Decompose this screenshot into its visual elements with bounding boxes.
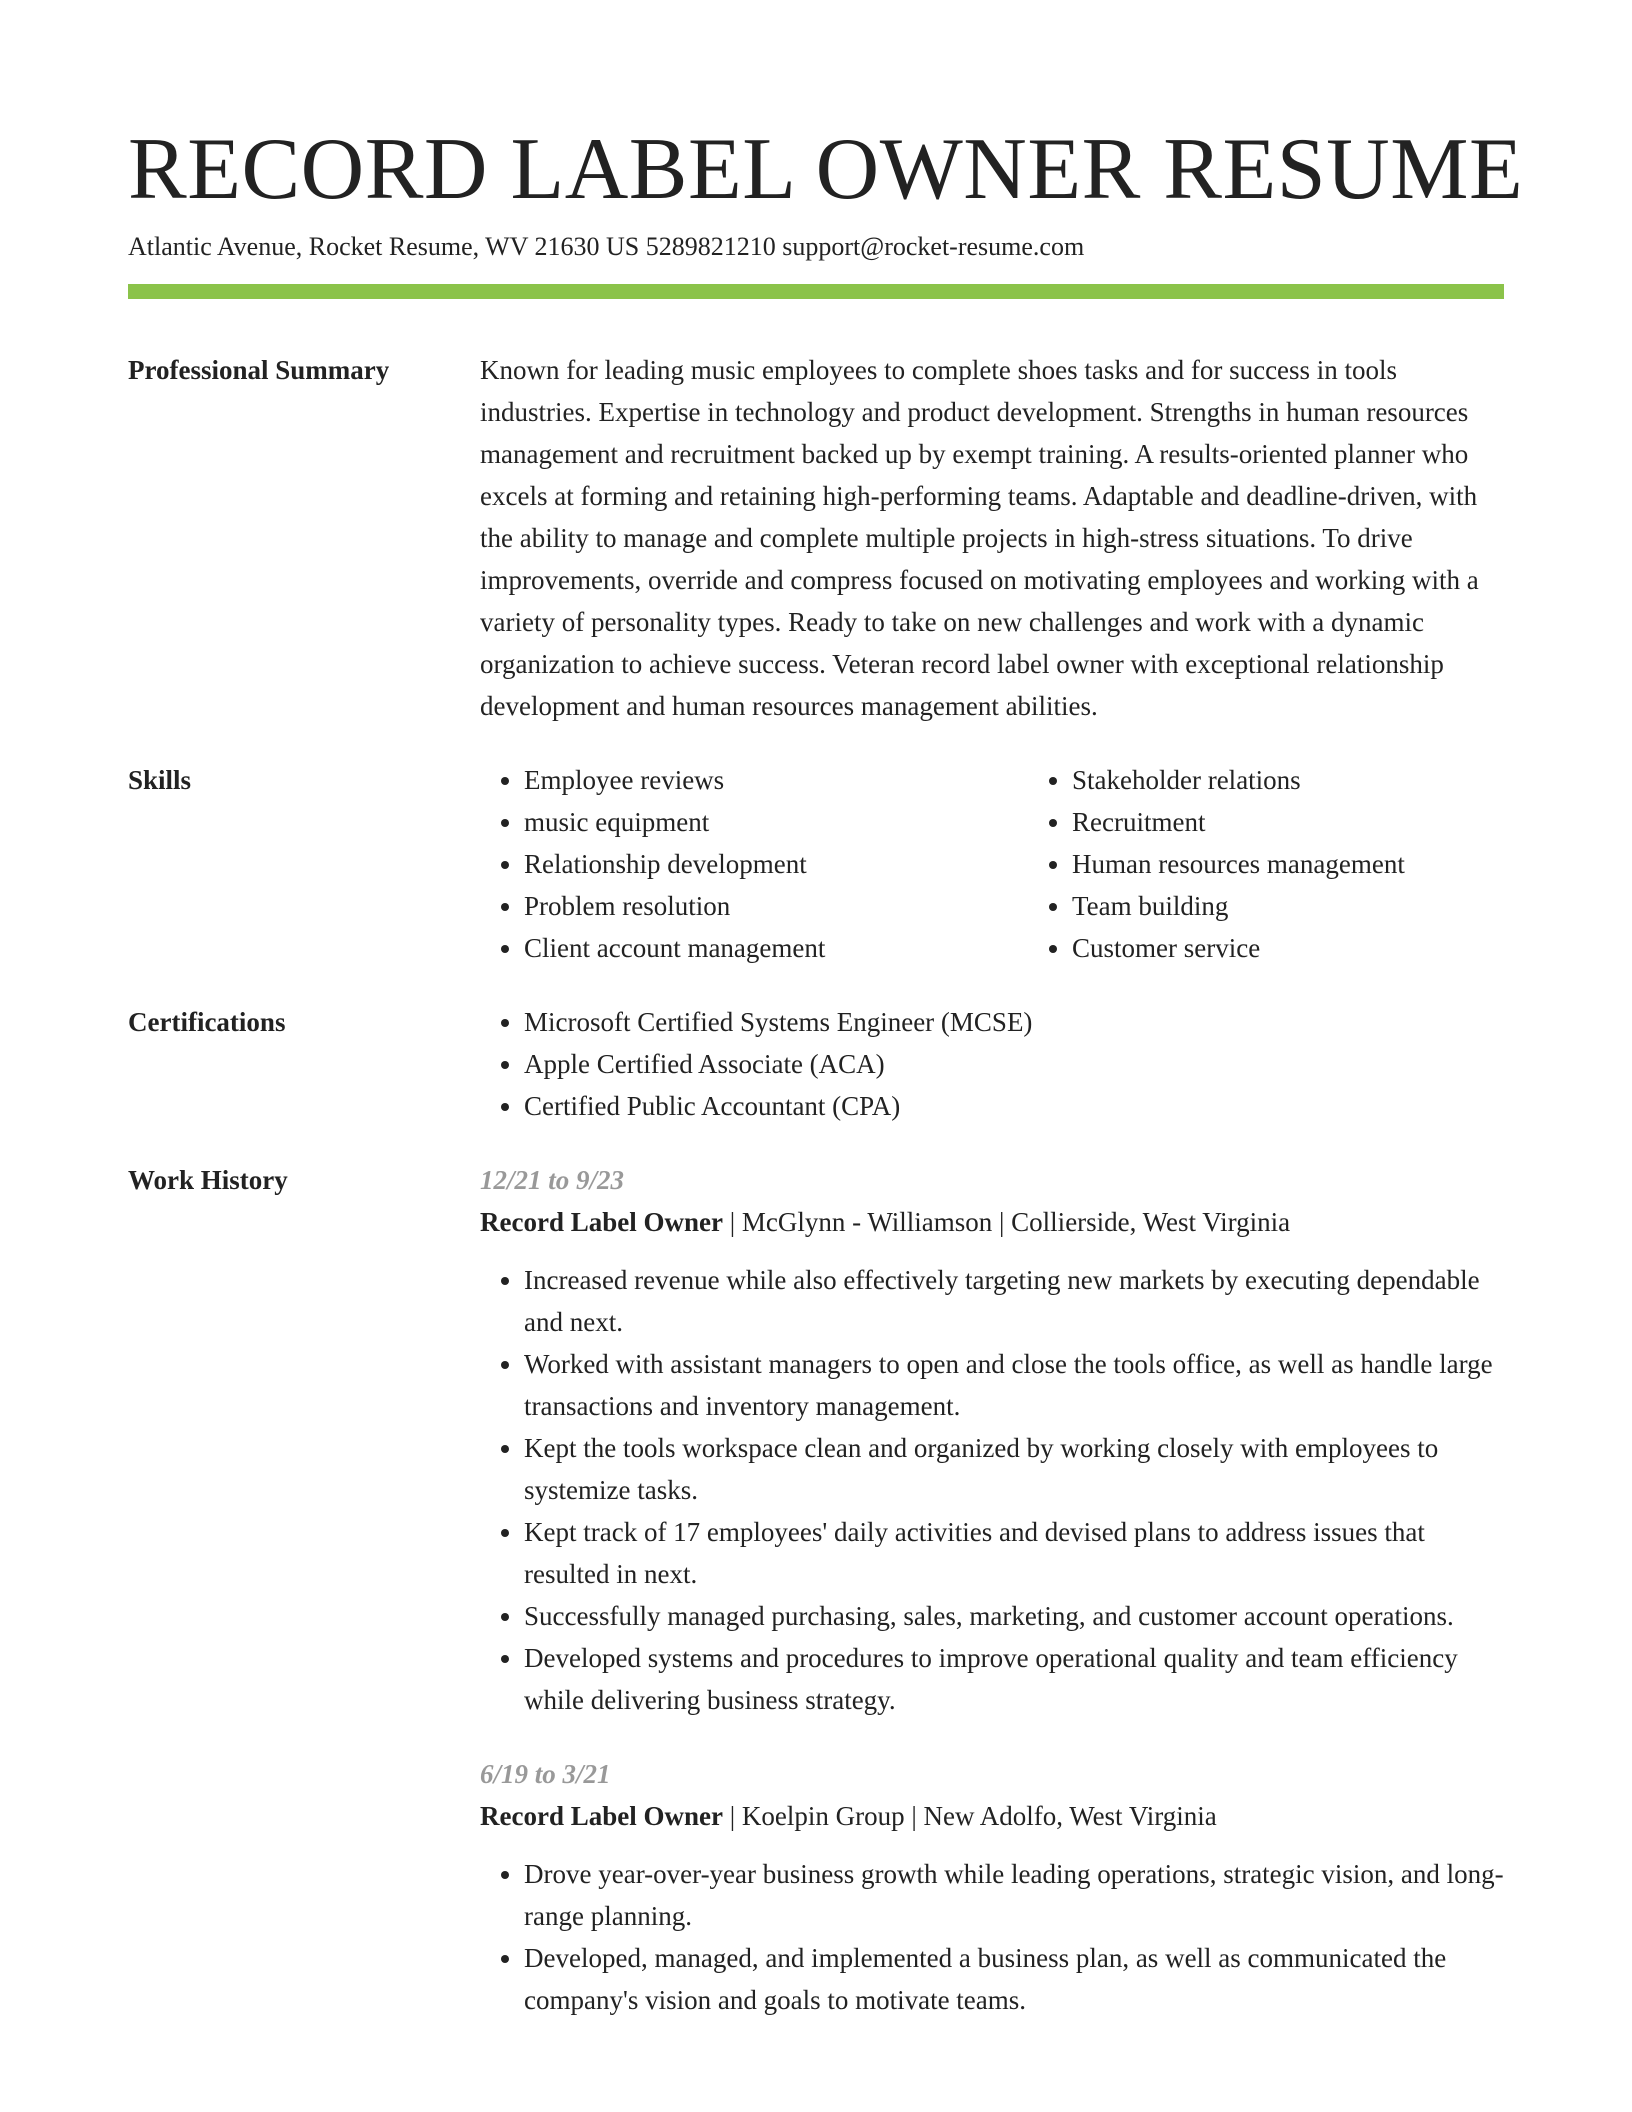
work-history-body [480,1159,1504,2021]
job-bullet: • Increased revenue while also effectively targeting new markets by executing dependable and next. [524,1259,1504,1343]
summary-text: Known for leading music employees to complete shoes tasks and for success in tools industries. Expertise in technology and product development. Strengths in human resources management and recruitment backed up by exempt training. A results-oriented planner who excels at forming and retaining high-performing teams. Adaptable and deadline-driven, with the ability to manage and complete multiple projects in high-stress situations. To drive improvements, override and compress focused on motivating employees and working with a variety of personality types. Ready to take on new challenges and work with a dynamic organization to achieve success. Veteran record label owner with exceptional relationship development and human resources management abilities. [480,355,1479,721]
job-title-line [480,1795,1504,1837]
job-bullet: • Drove year-over-year business growth while leading operations, strategic vision, and long-range planning. [524,1853,1504,1937]
summary-heading: Professional Summary [128,355,390,385]
skill-item: • Client account management [524,927,1028,969]
job-entry [480,1159,1504,1721]
certification-item: • Apple Certified Associate (ACA) [524,1043,1504,1085]
contact-line: Atlantic Avenue, Rocket Resume, WV 21630 US 5289821210 support@rocket-resume.com [128,232,1085,261]
skill-item: • music equipment [524,801,1028,843]
skill-item: • Stakeholder relations [1072,759,1576,801]
job-company-location: | Koelpin Group | New Adolfo, West Virginia [722,1801,1217,1831]
job-entry [480,1753,1504,2021]
job-bullet: • Kept track of 17 employees' daily activities and devised plans to address issues that resulted in next. [524,1511,1504,1595]
skill-item: • Customer service [1072,927,1576,969]
job-dates: 6/19 to 3/21 [480,1759,611,1789]
job-bullet: • Worked with assistant managers to open and close the tools office, as well as handle large transactions and inventory management. [524,1343,1504,1427]
job-title-line [480,1201,1504,1243]
skill-item: • Relationship development [524,843,1028,885]
job-dates: 12/21 to 9/23 [480,1165,625,1195]
skills-body [480,759,1576,969]
summary-section [128,349,1504,727]
certifications-list [480,1001,1504,1127]
job-bullet: • Successfully managed purchasing, sales, marketing, and customer account operations. [524,1595,1504,1637]
job-bullets [480,1853,1504,2021]
job-bullets [480,1259,1504,1721]
certification-item: • Certified Public Accountant (CPA) [524,1085,1504,1127]
work-history-heading: Work History [128,1165,288,1195]
header-divider [128,284,1504,299]
job-title: Record Label Owner [480,1801,723,1831]
resume-title: RECORD LABEL OWNER RESUME [128,121,1524,218]
resume-page [128,0,1524,2021]
skills-list-left [480,759,1028,969]
work-history-section [128,1159,1504,2021]
job-bullet: • Developed systems and procedures to improve operational quality and team efficiency while delivering business strategy. [524,1637,1504,1721]
skills-list-right [1028,759,1576,969]
job-company-location: | McGlynn - Williamson | Collierside, West Virginia [722,1207,1291,1237]
summary-body [480,349,1504,727]
skill-item: • Problem resolution [524,885,1028,927]
skill-item: • Team building [1072,885,1576,927]
job-bullet: • Kept the tools workspace clean and organized by working closely with employees to systemize tasks. [524,1427,1504,1511]
skills-heading: Skills [128,765,192,795]
job-bullet: • Developed, managed, and implemented a business plan, as well as communicated the company's vision and goals to motivate teams. [524,1937,1504,2021]
certifications-section [128,1001,1504,1127]
certification-item: • Microsoft Certified Systems Engineer (MCSE) [524,1001,1504,1043]
certifications-heading: Certifications [128,1007,286,1037]
job-title: Record Label Owner [480,1207,723,1237]
skill-item: • Recruitment [1072,801,1576,843]
skill-item: • Human resources management [1072,843,1576,885]
certifications-body [480,1001,1504,1127]
skills-section [128,759,1504,969]
skill-item: • Employee reviews [524,759,1028,801]
